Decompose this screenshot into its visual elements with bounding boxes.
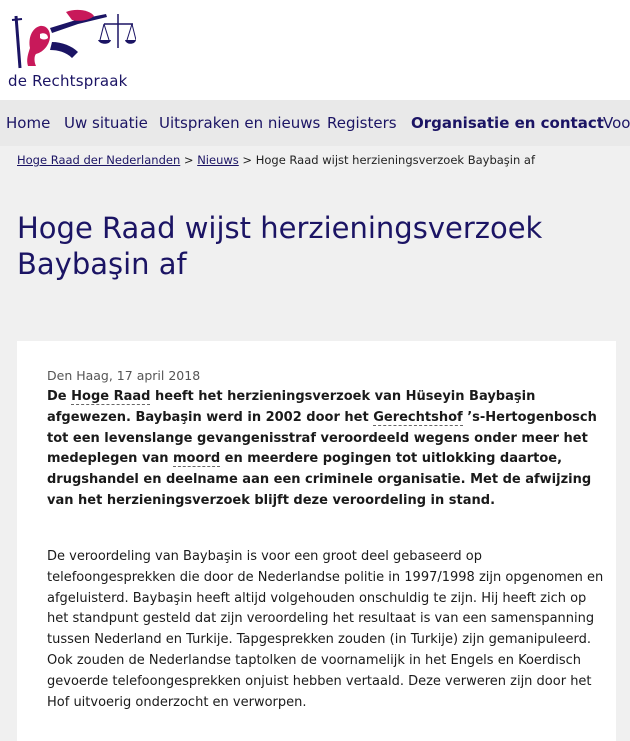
glossary-term-moord[interactable]: moord [173,451,221,467]
page-title-line: Baybaşin af [17,247,187,281]
nav-item-voorlichting[interactable]: Voo [603,114,630,132]
glossary-term-hoge-raad[interactable]: Hoge Raad [71,389,151,404]
article-card [17,341,616,741]
lead-text: ’s-Hertogenbosch tot een levenslange gevangenisstraf veroordeeld wegens onder meer het medeplegen van [47,409,597,467]
nav-item-uitspraken-en-nieuws[interactable]: Uitspraken en nieuws [159,114,321,132]
main-navigation [0,100,630,146]
breadcrumb-link-hoge-raad[interactable]: Hoge Raad der Nederlanden [17,153,181,167]
nav-item-home[interactable]: Home [6,114,51,132]
lead-text: heeft het herzieningsverzoek van Hüseyin Baybaşin afgewezen. Baybaşin werd in 2002 door het [47,389,536,425]
lead-text: en meerdere pogingen tot uitlokking daartoe, drugshandel en deelname aan een criminele organisatie. Met de afwijzing van het herzieningsverzoek blijft deze veroordeling in stand. [47,451,592,508]
logo-text: de Rechtspraak [8,72,128,90]
glossary-term-gerechtshof[interactable]: Gerechtshof [373,409,463,425]
page-title-line: Hoge Raad wijst herzieningsverzoek [17,211,543,245]
site-header [0,0,630,100]
nav-item-organisatie-en-contact[interactable]: Organisatie en contact [411,114,604,132]
article-lead [47,387,602,512]
lead-text: De [47,389,72,404]
breadcrumb-current: Hoge Raad wijst herzieningsverzoek Baybaşin af [255,153,536,167]
article-paragraph: De veroordeling van Baybaşin is voor een groot deel gebaseerd op telefoongesprekken die door de Nederlandse politie in 1997/1998 zijn opgenomen en afgeluisterd. Baybaşin heeft altijd volgehouden onschuldig te zijn. Hij heeft zich op het standpunt gesteld dat zijn veroordeling het resultaat is van een samenspanning tussen Nederland en Turkije. Tapgesprekken zouden (in Turkije) zijn gemanipuleerd. Ook zouden de Nederlandse taptolken de voornamelijk in het Engels en Koerdisch gevoerde telefoongesprekken onjuist hebben vertaald. Deze verweren zijn door het Hof uitvoerig onderzocht en verworpen. [47,549,604,710]
breadcrumb-link-nieuws[interactable]: Nieuws [197,153,239,167]
page-title [17,210,607,282]
breadcrumb [17,153,535,167]
justitia-scales-icon [6,8,136,70]
breadcrumb-separator: > [242,153,253,167]
article-dateline: Den Haag, 17 april 2018 [47,368,201,383]
nav-item-uw-situatie[interactable]: Uw situatie [64,114,148,132]
nav-item-registers[interactable]: Registers [327,114,397,132]
site-logo[interactable] [6,8,136,96]
breadcrumb-separator: > [183,153,194,167]
